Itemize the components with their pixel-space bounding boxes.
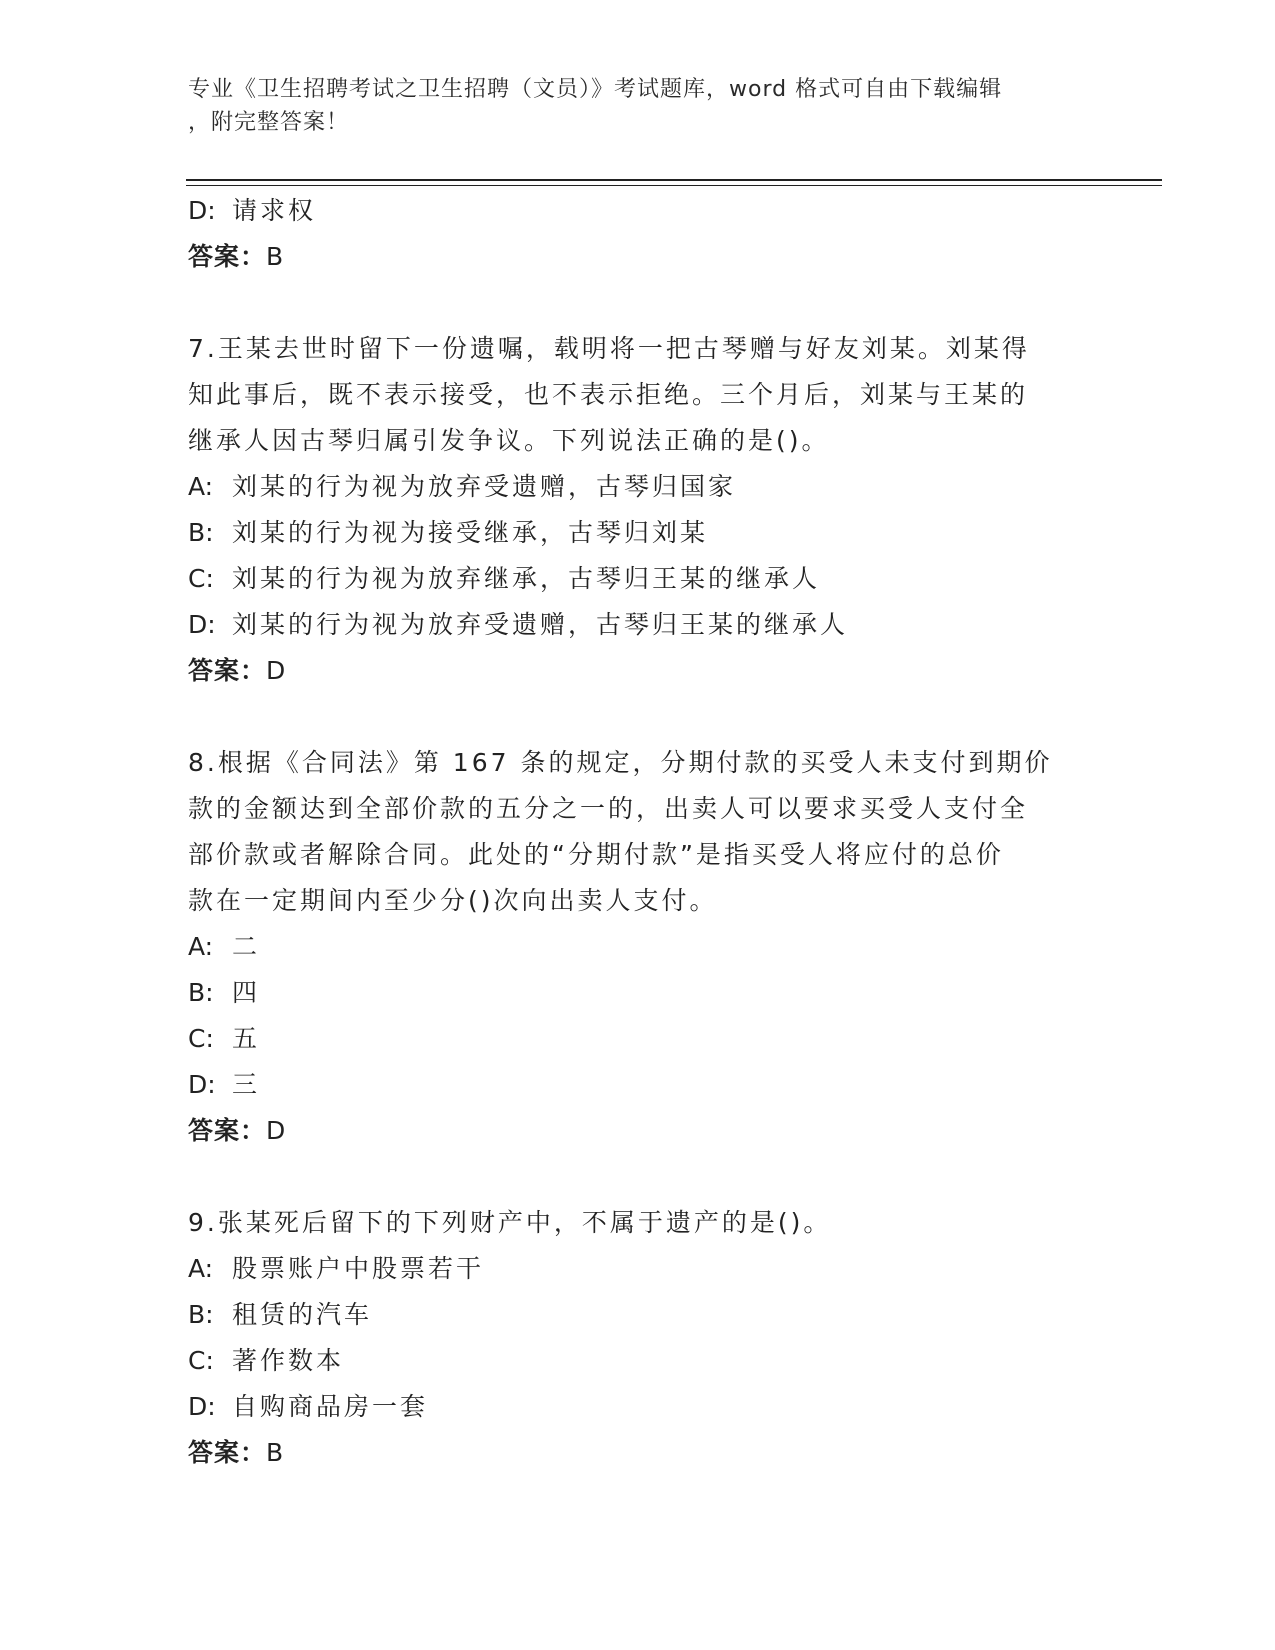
header-line-2: ，附完整答案！ [188,110,350,135]
option-key: A: [188,1254,214,1283]
answer-label: 答案： [188,1438,267,1467]
option-key: C: [188,564,214,593]
answer-value: B [266,1438,285,1467]
option-text: 请求权 [232,196,317,225]
question-text-line: 知此事后，既不表示接受，也不表示拒绝。三个月后，刘某与王某的 [188,380,1029,409]
option-c [188,1338,1068,1384]
answer-line [188,1108,1068,1154]
option-key: B: [188,518,214,547]
option-text: 刘某的行为视为放弃受遗赠，古琴归王某的继承人 [232,610,849,639]
option-d [188,1384,1068,1430]
option-d [188,602,1068,648]
question-text-line: 款在一定期间内至少分()次向出卖人支付。 [188,886,718,915]
option-key: A: [188,932,214,961]
header-line-1: 专业《卫生招聘考试之卫生招聘（文员）》考试题库，word 格式可自由下载编辑 [188,77,1003,102]
question-text-line: 7.王某去世时留下一份遗嘱，载明将一把古琴赠与好友刘某。刘某得 [188,334,1030,363]
option-b [188,1292,1068,1338]
question-text-line: 9.张某死后留下的下列财产中，不属于遗产的是()。 [188,1208,832,1237]
answer-value: B [266,242,285,271]
question-7 [188,326,1068,694]
option-key: A: [188,472,214,501]
option-text: 三 [232,1070,261,1099]
option-d [188,1062,1068,1108]
option-a [188,1246,1068,1292]
question-text-line: 款的金额达到全部价款的五分之一的，出卖人可以要求买受人支付全 [188,794,1029,823]
option-key: C: [188,1346,214,1375]
answer-label: 答案： [188,242,267,271]
option-b [188,970,1068,1016]
option-text: 自购商品房一套 [232,1392,429,1421]
option-text: 刘某的行为视为放弃继承，古琴归王某的继承人 [232,564,821,593]
option-key: D: [188,610,216,639]
option-text: 刘某的行为视为放弃受遗赠，古琴归国家 [232,472,737,501]
option-text: 四 [232,978,261,1007]
page-header [188,73,1088,139]
question-9 [188,1200,1068,1476]
option-a [188,924,1068,970]
question-text-line: 8.根据《合同法》第 167 条的规定，分期付款的买受人未支付到期价 [188,748,1053,777]
option-key: B: [188,978,214,1007]
answer-value: D [266,1116,287,1145]
answer-label: 答案： [188,656,267,685]
option-key: C: [188,1024,214,1053]
answer-label: 答案： [188,1116,267,1145]
question-text-line: 部价款或者解除合同。此处的“分期付款”是指买受人将应付的总价 [188,840,1004,869]
document-body [188,188,1068,1476]
header-divider [186,179,1162,186]
answer-line [188,1430,1068,1476]
option-b [188,510,1068,556]
option-c [188,1016,1068,1062]
answer-value: D [266,656,287,685]
answer-line [188,234,1068,280]
question-text-line: 继承人因古琴归属引发争议。下列说法正确的是()。 [188,426,830,455]
option-text: 五 [232,1024,261,1053]
question-8 [188,740,1068,1154]
option-a [188,464,1068,510]
option-key: B: [188,1300,214,1329]
answer-line [188,648,1068,694]
option-text: 刘某的行为视为接受继承，古琴归刘某 [232,518,709,547]
option-text: 股票账户中股票若干 [232,1254,485,1283]
option-d [188,188,1068,234]
option-key: D: [188,1070,216,1099]
option-text: 租赁的汽车 [232,1300,373,1329]
option-key: D: [188,196,216,225]
option-key: D: [188,1392,216,1421]
option-text: 二 [232,932,261,961]
option-c [188,556,1068,602]
option-text: 著作数本 [232,1346,345,1375]
